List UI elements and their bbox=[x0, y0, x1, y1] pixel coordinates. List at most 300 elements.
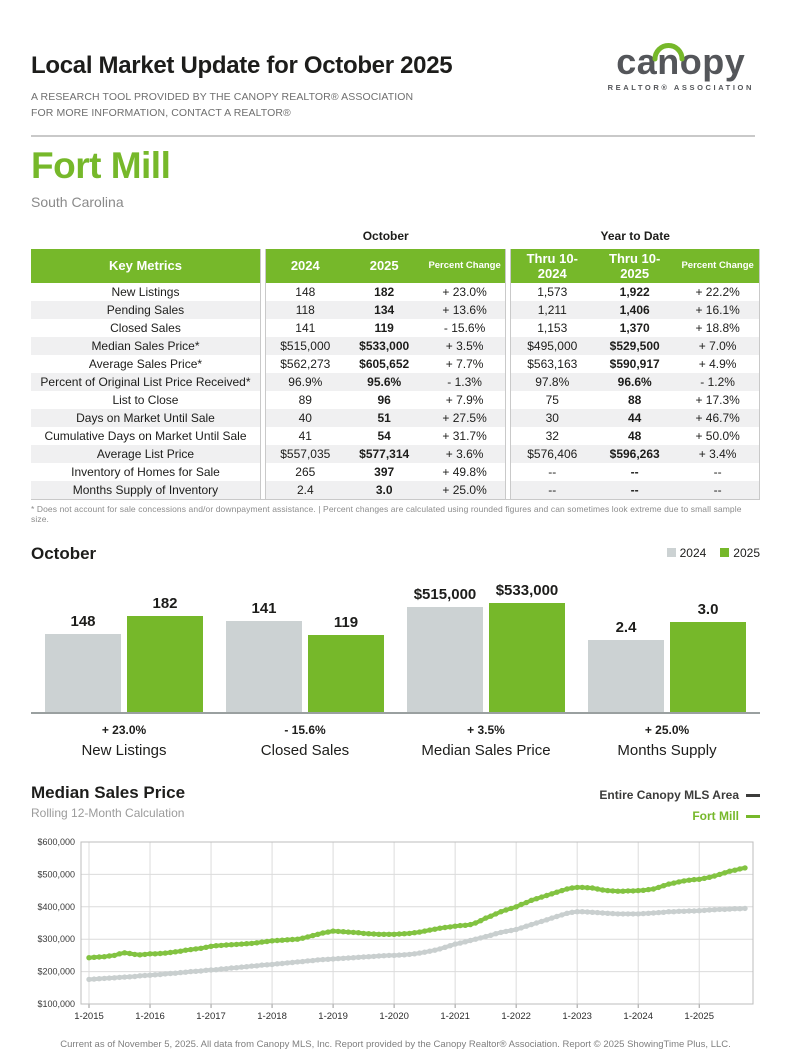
series-point bbox=[417, 929, 422, 934]
y-axis-label: $300,000 bbox=[37, 933, 75, 944]
series-point bbox=[142, 951, 147, 956]
y-axis-label: $400,000 bbox=[37, 901, 75, 912]
y-axis-label: $600,000 bbox=[37, 836, 75, 847]
bar-percent-change: - 15.6% bbox=[284, 722, 326, 737]
table-row bbox=[31, 463, 760, 481]
table-cell: + 18.8% bbox=[676, 319, 759, 337]
series-point bbox=[691, 908, 696, 913]
legend-swatch-2025 bbox=[720, 548, 729, 557]
series-point bbox=[239, 941, 244, 946]
series-point bbox=[127, 951, 132, 956]
series-point bbox=[86, 976, 91, 981]
table-cell: 32 bbox=[545, 428, 559, 443]
series-point bbox=[366, 931, 371, 936]
series-point bbox=[152, 972, 157, 977]
series-point bbox=[193, 968, 198, 973]
bar-chart-legend bbox=[667, 546, 760, 560]
series-point bbox=[391, 952, 396, 957]
series-point bbox=[620, 911, 625, 916]
series-point bbox=[503, 907, 508, 912]
series-point bbox=[234, 941, 239, 946]
series-point bbox=[290, 937, 295, 942]
table-cell: 118 bbox=[265, 301, 344, 319]
x-axis-label: 1-2022 bbox=[501, 1010, 531, 1022]
bar-2025 bbox=[127, 594, 203, 712]
bar-category-label: Months Supply bbox=[617, 741, 717, 759]
series-point bbox=[442, 925, 447, 930]
table-cell: Months Supply of Inventory bbox=[31, 481, 260, 500]
series-point bbox=[610, 888, 615, 893]
table-cell: 141 bbox=[295, 320, 316, 335]
x-axis-label: 1-2016 bbox=[135, 1010, 165, 1022]
table-cell: + 23.0% bbox=[442, 284, 487, 299]
series-point bbox=[427, 948, 432, 953]
series-point bbox=[447, 943, 452, 948]
series-point bbox=[285, 960, 290, 965]
report-footer: Current as of November 5, 2025. All data from Canopy MLS, Inc. Report provided by the Canopy Realtor® Association. Report © 2025 ShowingTime Plus, LLC. bbox=[60, 1038, 731, 1050]
series-point bbox=[529, 922, 534, 927]
series-point bbox=[630, 888, 635, 893]
series-point bbox=[224, 942, 229, 947]
line-chart-subtitle: Rolling 12-Month Calculation bbox=[31, 805, 185, 820]
series-point bbox=[681, 908, 686, 913]
bar-2025 bbox=[308, 613, 384, 712]
series-point bbox=[676, 908, 681, 913]
series-point bbox=[336, 956, 341, 961]
series-point bbox=[259, 939, 264, 944]
legend-item-2025: 2025 bbox=[720, 546, 760, 560]
col-header-ytd-percent-change: Percent Change bbox=[676, 249, 759, 283]
col-header-oct-2025: 2025 bbox=[345, 249, 424, 283]
series-point bbox=[112, 952, 117, 957]
series-point bbox=[666, 881, 671, 886]
series-point bbox=[559, 888, 564, 893]
x-axis-label: 1-2025 bbox=[684, 1010, 715, 1022]
table-cell: 182 bbox=[374, 284, 395, 299]
series-point bbox=[213, 943, 218, 948]
series-point bbox=[661, 909, 666, 914]
series-point bbox=[285, 937, 290, 942]
table-cell: 1,153 bbox=[537, 320, 568, 335]
series-point bbox=[452, 941, 457, 946]
series-point bbox=[625, 888, 630, 893]
key-metrics-table bbox=[31, 223, 760, 500]
table-cell: 95.6% bbox=[345, 373, 424, 391]
series-point bbox=[158, 951, 163, 956]
plot-border bbox=[81, 842, 753, 1004]
series-point bbox=[732, 906, 737, 911]
series-point bbox=[458, 940, 463, 945]
series-point bbox=[514, 904, 519, 909]
bar-chart-percent-row bbox=[31, 714, 760, 737]
series-point bbox=[254, 940, 259, 945]
series-point bbox=[697, 876, 702, 881]
series-point bbox=[717, 906, 722, 911]
series-point bbox=[503, 928, 508, 933]
table-cell: 48 bbox=[627, 428, 642, 443]
series-point bbox=[249, 963, 254, 968]
bar-category-label: Closed Sales bbox=[260, 741, 350, 759]
series-point bbox=[478, 935, 483, 940]
table-cell: -- bbox=[676, 481, 759, 500]
series-point bbox=[605, 888, 610, 893]
series-point bbox=[188, 969, 193, 974]
table-cell: -- bbox=[548, 464, 557, 479]
series-point bbox=[229, 965, 234, 970]
legend-dash-green bbox=[746, 815, 760, 818]
series-point bbox=[722, 906, 727, 911]
table-cell: 30 bbox=[511, 409, 593, 427]
series-point bbox=[600, 887, 605, 892]
bar-chart-category-row bbox=[31, 737, 760, 759]
x-axis-label: 1-2024 bbox=[623, 1010, 654, 1022]
header-text-block bbox=[31, 30, 452, 122]
table-row bbox=[31, 283, 760, 301]
series-point bbox=[208, 943, 213, 948]
legend-dash-dark bbox=[746, 794, 760, 797]
col-header-ytd-2025: Thru 10-2025 bbox=[593, 249, 676, 283]
bar-2024 bbox=[588, 618, 664, 712]
series-point bbox=[163, 950, 168, 955]
legend-item-fort-mill: Fort Mill bbox=[599, 806, 760, 828]
series-point bbox=[330, 956, 335, 961]
table-cell: 89 bbox=[298, 392, 312, 407]
table-cell: + 25.0% bbox=[424, 481, 506, 500]
series-point bbox=[376, 931, 381, 936]
series-point bbox=[458, 923, 463, 928]
table-cell: + 13.6% bbox=[424, 301, 506, 319]
legend-swatch-2024 bbox=[667, 548, 676, 557]
group-header-ytd: Year to Date bbox=[511, 223, 760, 249]
bar-group-closed-sales bbox=[226, 599, 384, 712]
table-cell: $605,652 bbox=[359, 356, 410, 371]
table-cell: 51 bbox=[345, 409, 424, 427]
series-point bbox=[142, 973, 147, 978]
series-point bbox=[641, 887, 646, 892]
group-header-october: October bbox=[265, 223, 505, 249]
series-point bbox=[356, 954, 361, 959]
canopy-logo-wordmark: can opy bbox=[608, 44, 754, 80]
series-point bbox=[468, 922, 473, 927]
series-point bbox=[595, 886, 600, 891]
bar-chart-header bbox=[31, 544, 760, 564]
series-point bbox=[544, 917, 549, 922]
canopy-logo-subtext: REALTOR® ASSOCIATION bbox=[607, 83, 754, 92]
series-point bbox=[681, 878, 686, 883]
series-point bbox=[234, 965, 239, 970]
series-point bbox=[595, 910, 600, 915]
series-point bbox=[381, 953, 386, 958]
series-point bbox=[407, 951, 412, 956]
bar-chart-plot bbox=[31, 578, 760, 714]
table-cell: -- bbox=[630, 464, 639, 479]
series-point bbox=[468, 938, 473, 943]
series-point bbox=[564, 910, 569, 915]
x-axis-label: 1-2018 bbox=[257, 1010, 287, 1022]
series-point bbox=[341, 929, 346, 934]
table-cell: Cumulative Days on Market Until Sale bbox=[44, 428, 247, 443]
table-cell: + 46.7% bbox=[676, 409, 759, 427]
table-cell: + 17.3% bbox=[676, 391, 759, 409]
series-point bbox=[254, 963, 259, 968]
series-point bbox=[325, 929, 330, 934]
series-point bbox=[508, 905, 513, 910]
table-cell: 1,406 bbox=[593, 301, 676, 319]
x-axis-label: 1-2021 bbox=[440, 1010, 470, 1022]
table-cell: 3.0 bbox=[345, 481, 424, 500]
series-line-entire-canopy-mls-area bbox=[89, 908, 745, 979]
series-point bbox=[676, 879, 681, 884]
series-point bbox=[193, 946, 198, 951]
series-point bbox=[569, 885, 574, 890]
series-point bbox=[117, 951, 122, 956]
series-point bbox=[132, 974, 137, 979]
col-header-ytd-2024: Thru 10-2024 bbox=[511, 249, 593, 283]
series-point bbox=[168, 950, 173, 955]
table-cell: 1,370 bbox=[619, 320, 650, 335]
series-point bbox=[229, 942, 234, 947]
series-point bbox=[310, 958, 315, 963]
series-point bbox=[463, 922, 468, 927]
series-point bbox=[488, 932, 493, 937]
table-cell: Median Sales Price* bbox=[31, 337, 260, 355]
series-point bbox=[432, 926, 437, 931]
table-cell: 40 bbox=[265, 409, 344, 427]
bar-group-median-sales-price bbox=[407, 581, 565, 712]
col-header-oct-percent-change: Percent Change bbox=[424, 249, 506, 283]
series-point bbox=[488, 913, 493, 918]
series-point bbox=[508, 928, 513, 933]
table-cell: + 31.7% bbox=[442, 428, 487, 443]
table-cell: - 15.6% bbox=[443, 320, 486, 335]
series-point bbox=[630, 911, 635, 916]
series-point bbox=[97, 976, 102, 981]
table-row bbox=[31, 337, 760, 355]
series-point bbox=[722, 870, 727, 875]
series-point bbox=[147, 951, 152, 956]
series-point bbox=[732, 867, 737, 872]
table-cell: 88 bbox=[627, 392, 642, 407]
series-point bbox=[310, 933, 315, 938]
series-point bbox=[737, 906, 742, 911]
bar-group-months-supply bbox=[588, 600, 746, 712]
table-cell: $533,000 bbox=[345, 337, 424, 355]
y-axis-label: $500,000 bbox=[37, 869, 75, 880]
series-point bbox=[707, 907, 712, 912]
table-cell: $576,406 bbox=[511, 445, 593, 463]
series-point bbox=[295, 936, 300, 941]
table-cell: $577,314 bbox=[345, 445, 424, 463]
series-point bbox=[158, 972, 163, 977]
series-point bbox=[742, 905, 747, 910]
series-point bbox=[442, 944, 447, 949]
table-cell: + 7.9% bbox=[445, 392, 484, 407]
bar-2024 bbox=[226, 599, 302, 712]
series-point bbox=[590, 909, 595, 914]
series-point bbox=[325, 956, 330, 961]
series-point bbox=[514, 927, 519, 932]
series-point bbox=[519, 925, 524, 930]
series-point bbox=[417, 950, 422, 955]
table-group-header-row bbox=[31, 223, 760, 249]
table-cell: -- bbox=[676, 463, 759, 481]
series-point bbox=[351, 929, 356, 934]
series-point bbox=[564, 886, 569, 891]
report-header bbox=[31, 30, 760, 122]
series-point bbox=[178, 948, 183, 953]
series-point bbox=[473, 920, 478, 925]
series-point bbox=[376, 953, 381, 958]
series-point bbox=[249, 940, 254, 945]
series-point bbox=[615, 911, 620, 916]
series-point bbox=[91, 954, 96, 959]
table-cell: 96.6% bbox=[593, 373, 676, 391]
series-point bbox=[341, 955, 346, 960]
table-cell: + 3.5% bbox=[424, 337, 506, 355]
series-point bbox=[646, 887, 651, 892]
series-point bbox=[605, 910, 610, 915]
series-point bbox=[534, 920, 539, 925]
series-point bbox=[102, 954, 107, 959]
table-cell: Average Sales Price* bbox=[88, 356, 203, 371]
series-point bbox=[336, 928, 341, 933]
series-point bbox=[315, 931, 320, 936]
line-chart-legend bbox=[599, 785, 760, 828]
table-cell: + 7.0% bbox=[676, 337, 759, 355]
table-cell: $563,163 bbox=[527, 356, 578, 371]
table-cell: Days on Market Until Sale bbox=[31, 409, 260, 427]
series-point bbox=[437, 946, 442, 951]
series-point bbox=[371, 931, 376, 936]
series-point bbox=[473, 936, 478, 941]
table-cell: Pending Sales bbox=[31, 301, 260, 319]
series-point bbox=[137, 973, 142, 978]
series-point bbox=[244, 941, 249, 946]
table-cell: 397 bbox=[374, 464, 395, 479]
series-point bbox=[580, 909, 585, 914]
series-point bbox=[519, 902, 524, 907]
series-point bbox=[280, 937, 285, 942]
series-point bbox=[585, 909, 590, 914]
series-point bbox=[737, 866, 742, 871]
series-point bbox=[208, 967, 213, 972]
series-point bbox=[498, 929, 503, 934]
table-cell: $590,917 bbox=[609, 356, 660, 371]
series-point bbox=[580, 884, 585, 889]
table-cell: 2.4 bbox=[265, 481, 344, 500]
series-point bbox=[259, 962, 264, 967]
series-point bbox=[569, 909, 574, 914]
series-point bbox=[412, 951, 417, 956]
table-cell: Percent of Original List Price Received* bbox=[31, 373, 260, 391]
series-point bbox=[97, 954, 102, 959]
table-row bbox=[31, 481, 760, 500]
series-point bbox=[300, 959, 305, 964]
series-point bbox=[386, 931, 391, 936]
series-point bbox=[198, 945, 203, 950]
series-point bbox=[666, 909, 671, 914]
table-row bbox=[31, 427, 760, 445]
bar-value-label: 182 bbox=[152, 594, 178, 612]
table-cell: -- bbox=[593, 481, 676, 500]
table-cell: 1,922 bbox=[619, 284, 650, 299]
legend-item-2024: 2024 bbox=[667, 546, 707, 560]
series-point bbox=[407, 930, 412, 935]
location-name: Fort Mill bbox=[31, 144, 171, 186]
line-chart-plot bbox=[31, 834, 760, 1030]
series-point bbox=[712, 873, 717, 878]
table-row bbox=[31, 445, 760, 463]
series-point bbox=[397, 952, 402, 957]
series-point bbox=[173, 949, 178, 954]
bar-category-label: New Listings bbox=[81, 741, 167, 759]
series-point bbox=[275, 938, 280, 943]
table-cell: $596,263 bbox=[593, 445, 676, 463]
table-row bbox=[31, 391, 760, 409]
series-point bbox=[168, 971, 173, 976]
table-cell: $562,273 bbox=[280, 356, 331, 371]
series-point bbox=[610, 911, 615, 916]
table-footnote: * Does not account for sale concessions and/or downpayment assistance. | Percent changes are calculated using rounded figures and can sometimes look extreme due to small sample size. bbox=[31, 503, 742, 524]
series-point bbox=[422, 928, 427, 933]
subtitle-line-2: FOR MORE INFORMATION, CONTACT A REALTOR® bbox=[31, 107, 291, 120]
table-cell: 75 bbox=[545, 392, 559, 407]
series-point bbox=[691, 877, 696, 882]
series-point bbox=[290, 960, 295, 965]
series-point bbox=[524, 900, 529, 905]
canopy-arc-icon bbox=[652, 31, 685, 67]
series-point bbox=[203, 944, 208, 949]
series-point bbox=[264, 939, 269, 944]
bar-value-label: $533,000 bbox=[495, 581, 559, 599]
series-point bbox=[534, 896, 539, 901]
series-point bbox=[620, 888, 625, 893]
table-cell: $557,035 bbox=[265, 445, 344, 463]
series-point bbox=[686, 877, 691, 882]
series-point bbox=[702, 875, 707, 880]
table-cell: + 4.9% bbox=[676, 355, 759, 373]
x-axis-label: 1-2020 bbox=[379, 1010, 409, 1022]
bar-2025 bbox=[670, 600, 746, 712]
series-point bbox=[697, 908, 702, 913]
series-point bbox=[280, 961, 285, 966]
bar-value-label: 2.4 bbox=[615, 618, 637, 636]
series-point bbox=[539, 918, 544, 923]
series-point bbox=[188, 947, 193, 952]
table-cell: 134 bbox=[345, 301, 424, 319]
series-point bbox=[356, 930, 361, 935]
x-axis-label: 1-2019 bbox=[318, 1010, 348, 1022]
series-point bbox=[330, 928, 335, 933]
bar-value-label: 148 bbox=[70, 612, 96, 630]
series-point bbox=[717, 871, 722, 876]
series-point bbox=[198, 968, 203, 973]
bar-percent-change: + 23.0% bbox=[101, 722, 147, 737]
table-cell: 148 bbox=[295, 284, 316, 299]
series-point bbox=[412, 930, 417, 935]
bar-category-label: Median Sales Price bbox=[421, 741, 551, 759]
series-point bbox=[727, 906, 732, 911]
bar-chart-section bbox=[31, 544, 760, 759]
table-cell: 1,573 bbox=[537, 284, 568, 299]
header-divider bbox=[31, 135, 755, 137]
series-point bbox=[402, 952, 407, 957]
x-axis-label: 1-2023 bbox=[562, 1010, 592, 1022]
series-point bbox=[625, 911, 630, 916]
series-point bbox=[600, 910, 605, 915]
series-point bbox=[397, 931, 402, 936]
series-point bbox=[437, 925, 442, 930]
